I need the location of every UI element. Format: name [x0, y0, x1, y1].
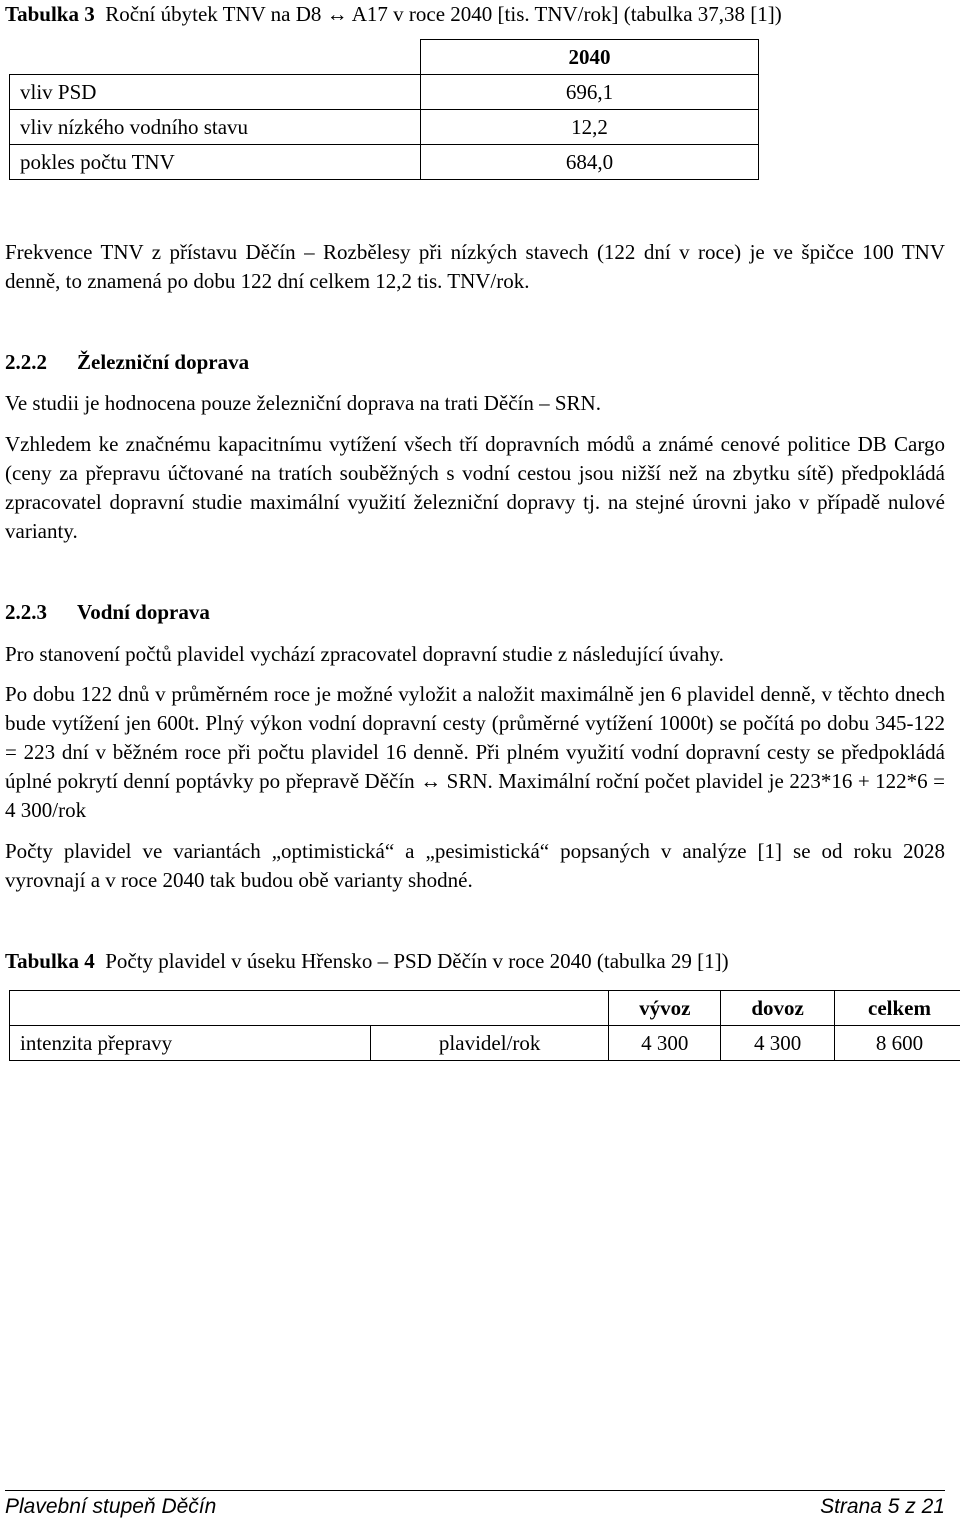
table4 — [9, 990, 960, 1061]
table4-caption — [5, 947, 729, 976]
table3-value: 696,1 — [421, 75, 759, 110]
table3-caption-text: Roční úbytek TNV na D8 ↔ A17 v roce 2040 [tis. TNV/rok] (tabulka 37,38 [1]) — [105, 2, 782, 26]
table4-cell: 4 300 — [609, 1026, 721, 1061]
table3-value: 12,2 — [421, 110, 759, 145]
table3 — [9, 39, 759, 180]
footer-title: Plavební stupeň Děčín — [5, 1495, 217, 1518]
paragraph: Počty plavidel ve variantách „optimistická“ a „pesimistická“ popsaných v analýze [1] se od roku 2028 vyrovnají a v roce 2040 tak budou obě varianty shodné. — [5, 839, 945, 892]
table3-label: vliv PSD — [10, 75, 421, 110]
paragraph: Po dobu 122 dnů v průměrném roce je možné vyložit a naložit maximálně jen 6 plavidel denně, v těchto dnech bude vytížení jen 600t. Plný výkon vodní dopravní cesty (průměrné vytížení 1000t) se počítá po dobu 345-122 = 223 dní v běžném roce při počtu plavidel 16 denně. Při plném využití vodní dopravní cesty se předpokládá úplné pokrytí denní poptávky po přepravě Děčín ↔ SRN. Maximální roční počet plavidel je 223*16 + 122*6 = 4 300/rok — [5, 682, 945, 822]
table3-label: pokles počtu TNV — [10, 145, 421, 180]
table-row — [10, 40, 759, 75]
paragraph-frekvence: Frekvence TNV z přístavu Děčín – Rozbělesy při nízkých stavech (122 dní v roce) je ve špičce 100 TNV denně, to znamená po dobu 122 dní celkem 12,2 tis. TNV/rok. — [5, 240, 945, 293]
table4-header: dovoz — [721, 991, 835, 1026]
section-number: 2.2.3 — [5, 600, 47, 624]
paragraph: Pro stanovení počtů plavidel vychází zpracovatel dopravní studie z následující úvahy. — [5, 642, 724, 666]
table4-cell: plavidel/rok — [371, 1026, 609, 1061]
table-row — [10, 75, 759, 110]
footer-page-number: Strana 5 z 21 — [820, 1495, 945, 1518]
table-row — [10, 110, 759, 145]
table-row — [10, 991, 960, 1026]
paragraph: Vzhledem ke značnému kapacitnímu vytížení všech tří dopravních módů a známé cenové politice DB Cargo (ceny za přepravu účtované na tratích souběžných s vodní cestou jsou nižší než na zbytku sítě) předpokládá zpracovatel dopravní studie maximální využití železniční dopravy tj. na stejné úrovni jako v případě nulové varianty. — [5, 432, 945, 543]
table4-header: celkem — [835, 991, 960, 1026]
section-title: Vodní doprava — [77, 600, 210, 624]
table4-header: vývoz — [609, 991, 721, 1026]
table4-cell: intenzita přepravy — [10, 1026, 371, 1061]
table3-value: 684,0 — [421, 145, 759, 180]
table3-label: vliv nízkého vodního stavu — [10, 110, 421, 145]
table4-cell: 4 300 — [721, 1026, 835, 1061]
table-row — [10, 1026, 960, 1061]
table4-cell: 8 600 — [835, 1026, 960, 1061]
table3-caption-label: Tabulka 3 — [5, 2, 95, 26]
table4-caption-text: Počty plavidel v úseku Hřensko – PSD Děčín v roce 2040 (tabulka 29 [1]) — [105, 949, 729, 973]
table4-caption-label: Tabulka 4 — [5, 949, 95, 973]
table3-empty-header — [10, 40, 421, 75]
paragraph: Ve studii je hodnocena pouze železniční doprava na trati Děčín – SRN. — [5, 391, 601, 415]
table-row — [10, 145, 759, 180]
page-footer — [5, 1490, 945, 1521]
section-heading — [5, 348, 249, 377]
section-title: Železniční doprava — [77, 350, 250, 374]
section-heading — [5, 598, 210, 627]
table4-empty-header — [10, 991, 609, 1026]
section-number: 2.2.2 — [5, 350, 47, 374]
table3-year-header: 2040 — [421, 40, 759, 75]
table3-caption — [5, 0, 782, 29]
